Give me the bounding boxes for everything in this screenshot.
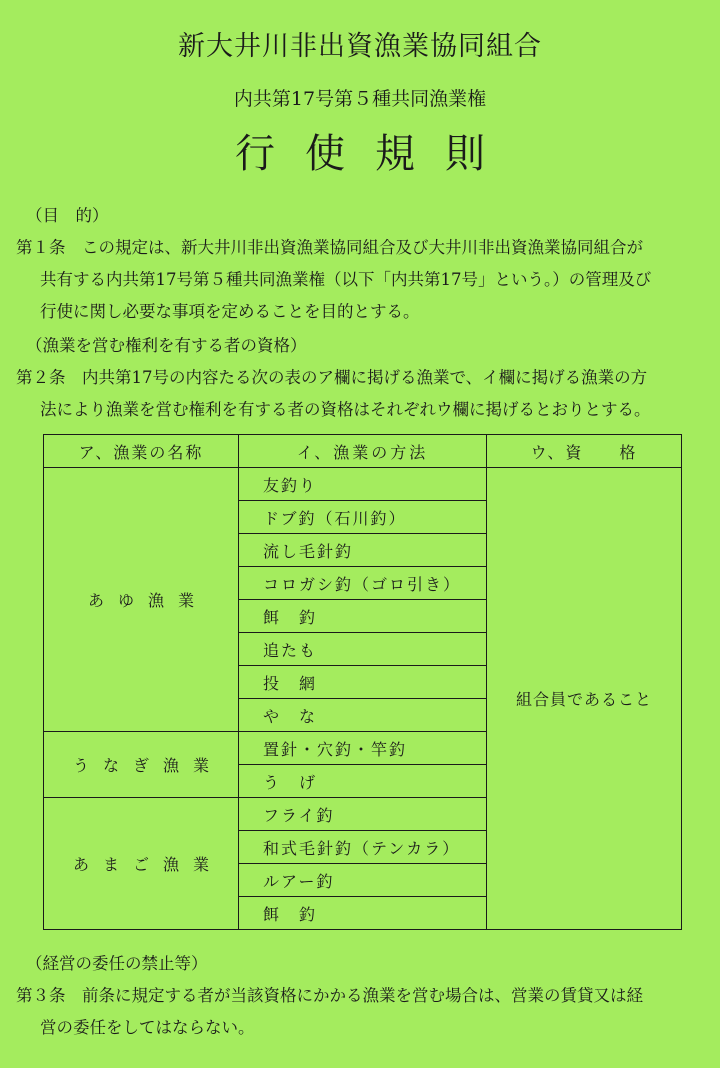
organization-title: 新大井川非出資漁業協同組合 xyxy=(178,31,542,62)
method-cell: ルアー釣 xyxy=(239,864,487,897)
method-cell: 置針・穴釣・竿釣 xyxy=(239,732,487,765)
header-name: ア、漁業の名称 xyxy=(44,435,239,468)
method-cell: フライ釣 xyxy=(239,798,487,831)
article3-line1: 第３条 前条に規定する者が当該資格にかかる漁業を営む場合は、営業の賃貸又は経 xyxy=(16,986,643,1005)
method-cell: や な xyxy=(239,699,487,732)
method-cell: 餌 釣 xyxy=(239,897,487,930)
method-cell: ドブ釣（石川釣） xyxy=(239,501,487,534)
method-cell: 追たも xyxy=(239,633,487,666)
method-cell: 流し毛針釣 xyxy=(239,534,487,567)
article1-line1: 第１条 この規定は、新大井川非出資漁業協同組合及び大井川非出資漁業協同組合が xyxy=(16,238,643,257)
article1-line2: 共有する内共第17号第５種共同漁業権（以下「内共第17号」という。）の管理及び xyxy=(40,270,652,289)
fishery-name-cell: うなぎ漁業 xyxy=(44,732,239,798)
article3-heading: （経営の委任の禁止等） xyxy=(26,954,208,973)
table-header-row xyxy=(44,435,682,468)
method-cell: コロガシ釣（ゴロ引き） xyxy=(239,567,487,600)
method-cell: 餌 釣 xyxy=(239,600,487,633)
qualification-cell: 組合員であること xyxy=(487,468,682,930)
header-method: イ、漁業の方法 xyxy=(239,435,487,468)
method-cell: 友釣り xyxy=(239,468,487,501)
fishery-name-cell: あまご漁業 xyxy=(44,798,239,930)
fishery-table xyxy=(43,434,682,930)
table-row xyxy=(44,468,682,501)
article2-line2: 法により漁業を営む権利を有する者の資格はそれぞれウ欄に掲げるとおりとする。 xyxy=(40,400,651,419)
article1-line3: 行使に関し必要な事項を定めることを目的とする。 xyxy=(40,302,420,321)
method-cell: 和式毛針釣（テンカラ） xyxy=(239,831,487,864)
article2-heading: （漁業を営む権利を有する者の資格） xyxy=(26,336,307,355)
header-qualification: ウ、資 格 xyxy=(487,435,682,468)
method-cell: う げ xyxy=(239,765,487,798)
article2-line1: 第２条 内共第17号の内容たる次の表のア欄に掲げる漁業で、イ欄に掲げる漁業の方 xyxy=(16,368,648,387)
article3-line2: 営の委任をしてはならない。 xyxy=(40,1018,255,1037)
document-title: 行使規則 xyxy=(235,131,515,177)
fishery-right-subtitle: 内共第17号第５種共同漁業権 xyxy=(233,88,487,110)
fishery-name-cell: あゆ漁業 xyxy=(44,468,239,732)
method-cell: 投 網 xyxy=(239,666,487,699)
article1-heading: （目 的） xyxy=(26,206,109,225)
